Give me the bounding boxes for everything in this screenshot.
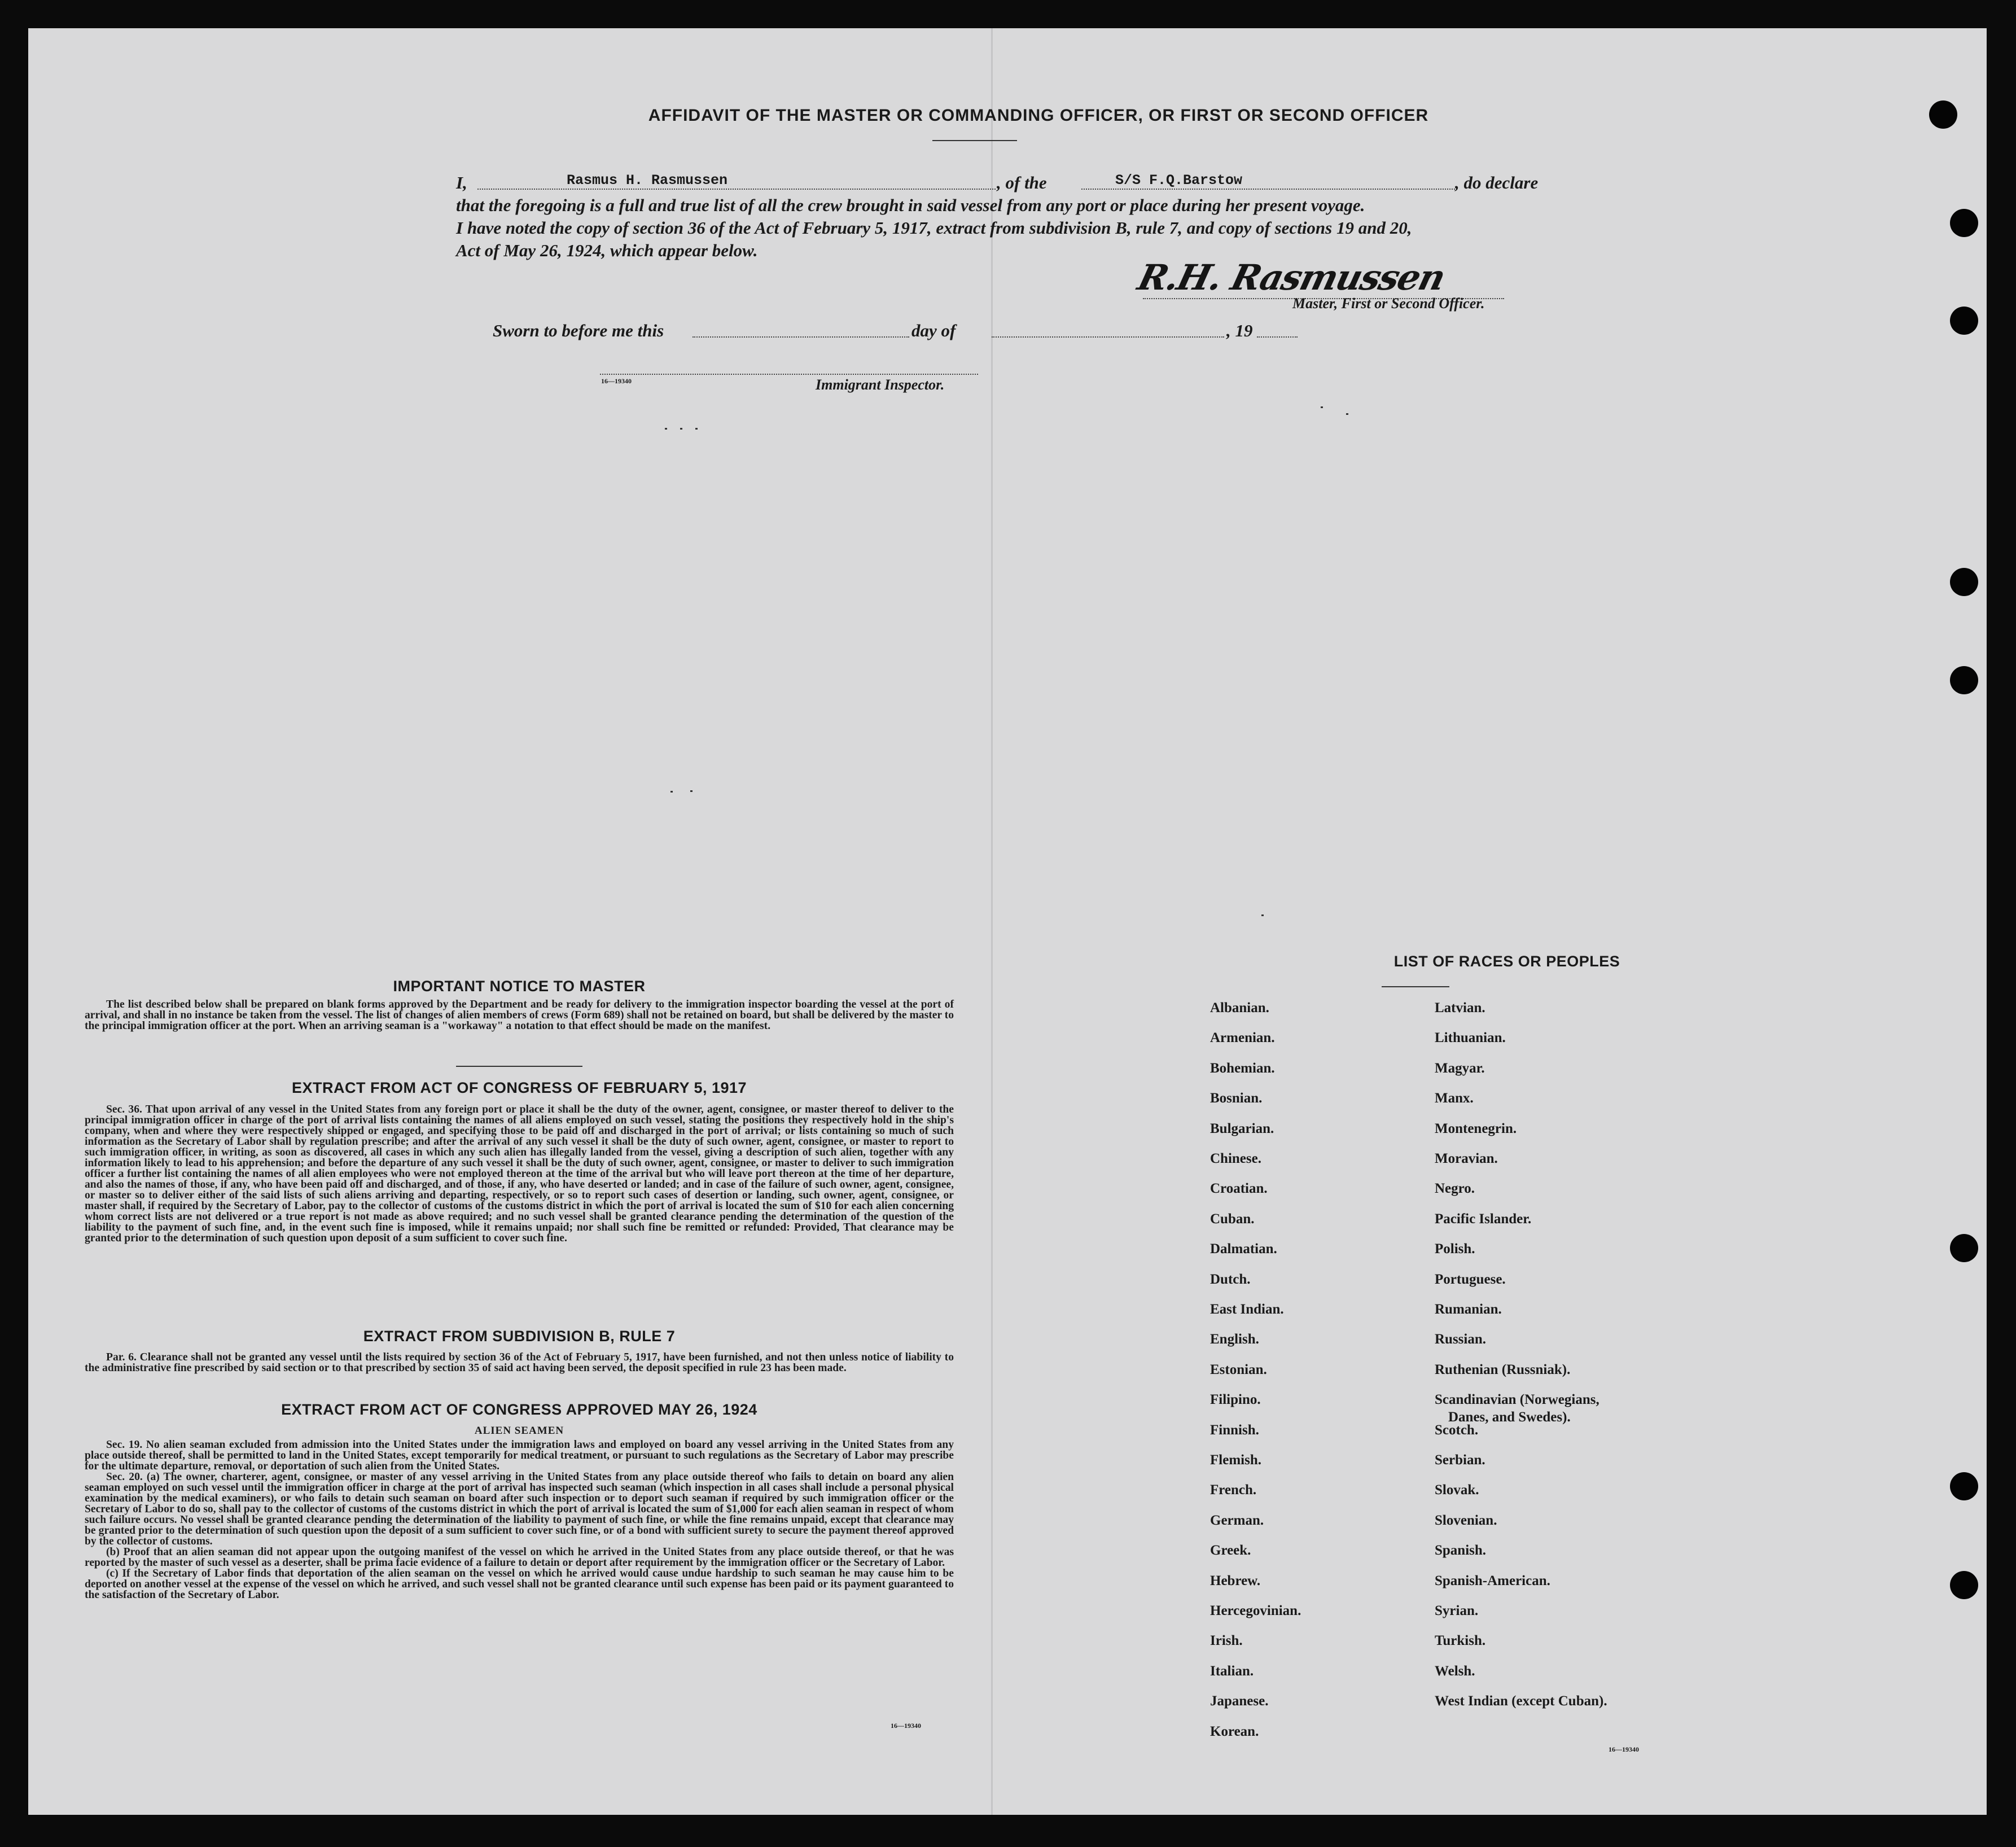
race-item: Armenian. [1210, 1030, 1275, 1046]
extract-b-text [85, 1352, 954, 1373]
race-item: Magyar. [1435, 1060, 1485, 1076]
master-name: Rasmus H. Rasmussen [567, 172, 728, 189]
race-item: Montenegrin. [1435, 1121, 1517, 1136]
notice-paragraph: The list described below shall be prepared on blank forms approved by the Department and be ready for delivery to the immigration inspector boarding the vessel at the port of arrival, and shall in no instance be taken from the vessel. The list of changes of alien members of crews (Form 689) shall not be retained on board, but shall be delivered by the master to the principal immigration officer at the port. When an arriving seaman is a "workaway" a notation to that effect should be made on the manifest. [85, 999, 954, 1032]
race-item: East Indian. [1210, 1302, 1284, 1317]
race-item: Flemish. [1210, 1452, 1261, 1468]
race-item: Estonian. [1210, 1362, 1267, 1377]
form-number-right: 16—19340 [1609, 1745, 1639, 1753]
notice-title: IMPORTANT NOTICE TO MASTER [393, 978, 646, 995]
punch-hole [1950, 1571, 1978, 1599]
punch-hole [1950, 666, 1978, 694]
race-item: Albanian. [1210, 1000, 1269, 1016]
race-item: Rumanian. [1435, 1302, 1502, 1317]
extract-1917-text [85, 1104, 954, 1244]
race-item: Bohemian. [1210, 1060, 1275, 1076]
races-title-underline [1382, 986, 1449, 987]
speck [1321, 406, 1323, 408]
race-item: Greek. [1210, 1543, 1251, 1559]
race-item: Japanese. [1210, 1693, 1269, 1709]
i-label: I, [456, 173, 467, 192]
sworn-month-dotted-line [992, 336, 1224, 338]
race-item: Manx. [1435, 1091, 1474, 1106]
sec-20b-paragraph: (b) Proof that an alien seaman did not appear upon the outgoing manifest of the vessel on which he arrived in the United States from any place outside thereof, or that he was reported by the master of such vessel as a deserter, shall be prima facie evidence of a failure to detain or deport after requirement by the immigration officer or the Secretary of Labor. [85, 1546, 954, 1569]
race-item: Moravian. [1435, 1151, 1498, 1166]
day-of-label: day of [911, 321, 956, 340]
alien-seamen-subtitle: ALIEN SEAMEN [474, 1425, 564, 1437]
race-item: German. [1210, 1512, 1264, 1528]
of-the-label: , of the [997, 173, 1047, 192]
race-item: Croatian. [1210, 1181, 1268, 1197]
sworn-year-dotted-line [1257, 336, 1298, 338]
speck [1346, 413, 1348, 415]
speck [670, 791, 673, 793]
declaration-line3: I have noted the copy of section 36 of the Act of February 5, 1917, extract from subdivision B, rule 7, and copy of sections 19 and 20, [456, 218, 1412, 238]
sec-19-paragraph: Sec. 19. No alien seaman excluded from admission into the United States under the immigration laws and employed on board any vessel arriving in the United States from any place outside thereof, shall be permitted to land in the United States, except temporarily for medical treatment, or pursuant to such regulations as the Secretary of Labor may prescribe for the ultimate departure, removal, or deportation of such alien from the United States. [85, 1439, 954, 1472]
race-item: Dutch. [1210, 1271, 1251, 1287]
races-left-column [1210, 1000, 1425, 1779]
races-right-column [1435, 1000, 1751, 1779]
page-fold [991, 28, 993, 1815]
speck [695, 428, 698, 430]
race-item: Hebrew. [1210, 1573, 1261, 1588]
punch-hole [1950, 209, 1978, 237]
race-item: Spanish. [1435, 1543, 1487, 1559]
declaration-line1 [456, 172, 1585, 194]
affidavit-title: AFFIDAVIT OF THE MASTER OR COMMANDING OFFICER, OR FIRST OR SECOND OFFICER [648, 106, 1429, 125]
race-item: Danes, and Swedes). [1448, 1410, 1571, 1425]
race-item: Chinese. [1210, 1151, 1261, 1166]
race-item: Slovak. [1435, 1482, 1479, 1498]
race-item: Bosnian. [1210, 1091, 1263, 1106]
race-item: Dalmatian. [1210, 1241, 1277, 1257]
extract-1924-text [85, 1439, 954, 1600]
do-declare-label: , do declare [1455, 173, 1539, 192]
document-page [28, 28, 1987, 1815]
declaration-line2: that the foregoing is a full and true list of all the crew brought in said vessel from any port or place during her present voyage. [456, 195, 1365, 215]
speck [690, 790, 693, 792]
race-item: Hercegovinian. [1210, 1603, 1301, 1618]
punch-hole [1929, 100, 1957, 129]
punch-hole [1950, 1234, 1978, 1262]
race-item: Portuguese. [1435, 1271, 1506, 1287]
race-item: Turkish. [1435, 1633, 1486, 1649]
race-item: English. [1210, 1332, 1259, 1347]
vessel-name: S/S F.Q.Barstow [1115, 172, 1243, 189]
races-title: LIST OF RACES OR PEOPLES [1393, 953, 1620, 970]
sec-20c-paragraph: (c) If the Secretary of Labor finds that deportation of the alien seaman on the vessel on which he arrived would cause undue hardship to such seaman he may cause him to be deported on another vessel at the expense of the vessel on which he arrived, and such vessel shall not be granted clearance until such expense has been paid or its payment guaranteed to the satisfaction of the Secretary of Labor. [85, 1568, 954, 1601]
year-prefix: , 19 [1226, 321, 1253, 340]
race-item: Irish. [1210, 1633, 1243, 1649]
form-number-top: 16—19340 [601, 377, 632, 385]
sec-20a-paragraph: Sec. 20. (a) The owner, charterer, agent, consignee, or master of any vessel arriving in the United States from any place outside thereof who fails to detain on board any alien seaman employed on such vessel until the immigration officer in charge at the port of arrival has inspected such seaman (which inspection in all cases shall include a personal physical examination by the medical examiners), or who fails to detain such seaman on board after such inspection or to deport such seaman if required by such immigration officer or the Secretary of Labor to do so, shall pay to the collector of customs of the customs district in which the port of arrival is located the sum of $1,000 for each alien seaman in respect of whom such failure occurs. No vessel shall be granted clearance pending the determination of the liability to payment of such fine, or while the fine remains unpaid, except that clearance may be granted prior to the determination of such question upon the deposit of a sum sufficient to cover such fine, or of a bond with sufficient surety to secure the payment thereof approved by the collector of customs. [85, 1471, 954, 1547]
race-item: Korean. [1210, 1723, 1259, 1739]
punch-hole [1950, 307, 1978, 335]
race-item: Spanish-American. [1435, 1573, 1550, 1588]
race-item: West Indian (except Cuban). [1435, 1693, 1607, 1709]
speck [680, 428, 682, 430]
race-item: French. [1210, 1482, 1257, 1498]
race-item: Finnish. [1210, 1422, 1259, 1438]
race-item: Welsh. [1435, 1663, 1475, 1679]
race-item: Scandinavian (Norwegians, [1435, 1392, 1599, 1408]
speck [665, 428, 667, 430]
race-item: Ruthenian (Russniak). [1435, 1362, 1571, 1377]
form-number-left: 16—19340 [891, 1722, 921, 1730]
name-dotted-line [477, 189, 996, 190]
race-item: Italian. [1210, 1663, 1254, 1679]
speck [1261, 914, 1264, 916]
race-item: Latvian. [1435, 1000, 1485, 1016]
punch-hole [1950, 568, 1978, 596]
section-divider [456, 1066, 582, 1067]
sworn-prefix: Sworn to before me this [493, 321, 664, 340]
race-item: Negro. [1435, 1181, 1475, 1197]
master-signature: R.H. Rasmussen [1133, 257, 1449, 298]
sworn-line [493, 319, 1339, 342]
extract-1924-title: EXTRACT FROM ACT OF CONGRESS APPROVED MAY 26, 1924 [281, 1401, 757, 1418]
race-item: Bulgarian. [1210, 1121, 1274, 1136]
sec-36-paragraph: Sec. 36. That upon arrival of any vessel in the United States from any foreign port or place it shall be the duty of the owner, agent, consignee, or master thereof to deliver to the principal immigration officer in charge of the port of arrival lists containing the names of all aliens employed on such vessel, stating the positions they respectively hold in the ship's company, when and where they were respectively shipped or engaged, and specifying those to be paid off and discharged in the port of arrival; or lists containing so much of such information as the Secretary of Labor shall by regulation prescribe; and after the arrival of any such vessel it shall be the duty of such owner, agent, consignee, or master to report to such immigration officer, in writing, as soon as discovered, all cases in which any such alien has illegally landed from the vessel, giving a description of such alien, together with any information likely to lead to his apprehension; and before the departure of any such vessel it shall be the duty of such owner, agent, consignee, or master to deliver to such immigration officer a further list containing the names of all alien employees who were not employed thereon at the time of the arrival but who will leave port thereon at the time of her departure, and also the names of those, if any, who have been paid off and discharged, and of those, if any, who have deserted or landed; and in case of the failure of such owner, agent, consignee, or master so to deliver either of the said lists of such aliens arriving and departing, respectively, or so to report such cases of desertion or landing, such owner, agent, consignee, or master shall, if required by the Secretary of Labor, pay to the collector of customs of the customs district in which the port of arrival is located the sum of $10 for each alien concerning whom correct lists are not delivered or a true report is not made as above required; and no such vessel shall be granted clearance pending the determination of the question of the liability to the payment of such fine, and, in the event such fine is imposed, while it remains unpaid; nor shall such fine be remitted or refunded: Provided, That clearance may be granted prior to the determination of such question upon deposit of a sum sufficient to cover such fine. [85, 1104, 954, 1244]
race-item: Cuban. [1210, 1211, 1255, 1227]
race-item: Pacific Islander. [1435, 1211, 1532, 1227]
extract-1917-title: EXTRACT FROM ACT OF CONGRESS OF FEBRUARY 5, 1917 [291, 1079, 747, 1096]
race-item: Lithuanian. [1435, 1030, 1506, 1046]
race-item: Scotch. [1435, 1422, 1479, 1438]
declaration-line4: Act of May 26, 1924, which appear below. [456, 240, 758, 260]
race-item: Russian. [1435, 1332, 1487, 1347]
par-6-paragraph: Par. 6. Clearance shall not be granted any vessel until the lists required by section 36 of the Act of February 5, 1917, have been furnished, and not then unless notice of liability to the administrative fine prescribed by said section or to that prescribed by section 35 of said act having been served, the deposit specified in rule 23 has been made. [85, 1351, 954, 1374]
race-item: Polish. [1435, 1241, 1475, 1257]
race-item: Serbian. [1435, 1452, 1485, 1468]
race-item: Filipino. [1210, 1392, 1261, 1408]
race-item: Syrian. [1435, 1603, 1479, 1618]
inspector-caption: Immigrant Inspector. [816, 377, 945, 393]
notice-text [85, 999, 954, 1031]
signature-caption: Master, First or Second Officer. [1292, 295, 1485, 312]
race-item: Slovenian. [1435, 1512, 1497, 1528]
title-underline [932, 140, 1017, 141]
sworn-day-dotted-line [693, 336, 909, 338]
punch-hole [1950, 1472, 1978, 1500]
extract-b-title: EXTRACT FROM SUBDIVISION B, RULE 7 [363, 1328, 676, 1345]
